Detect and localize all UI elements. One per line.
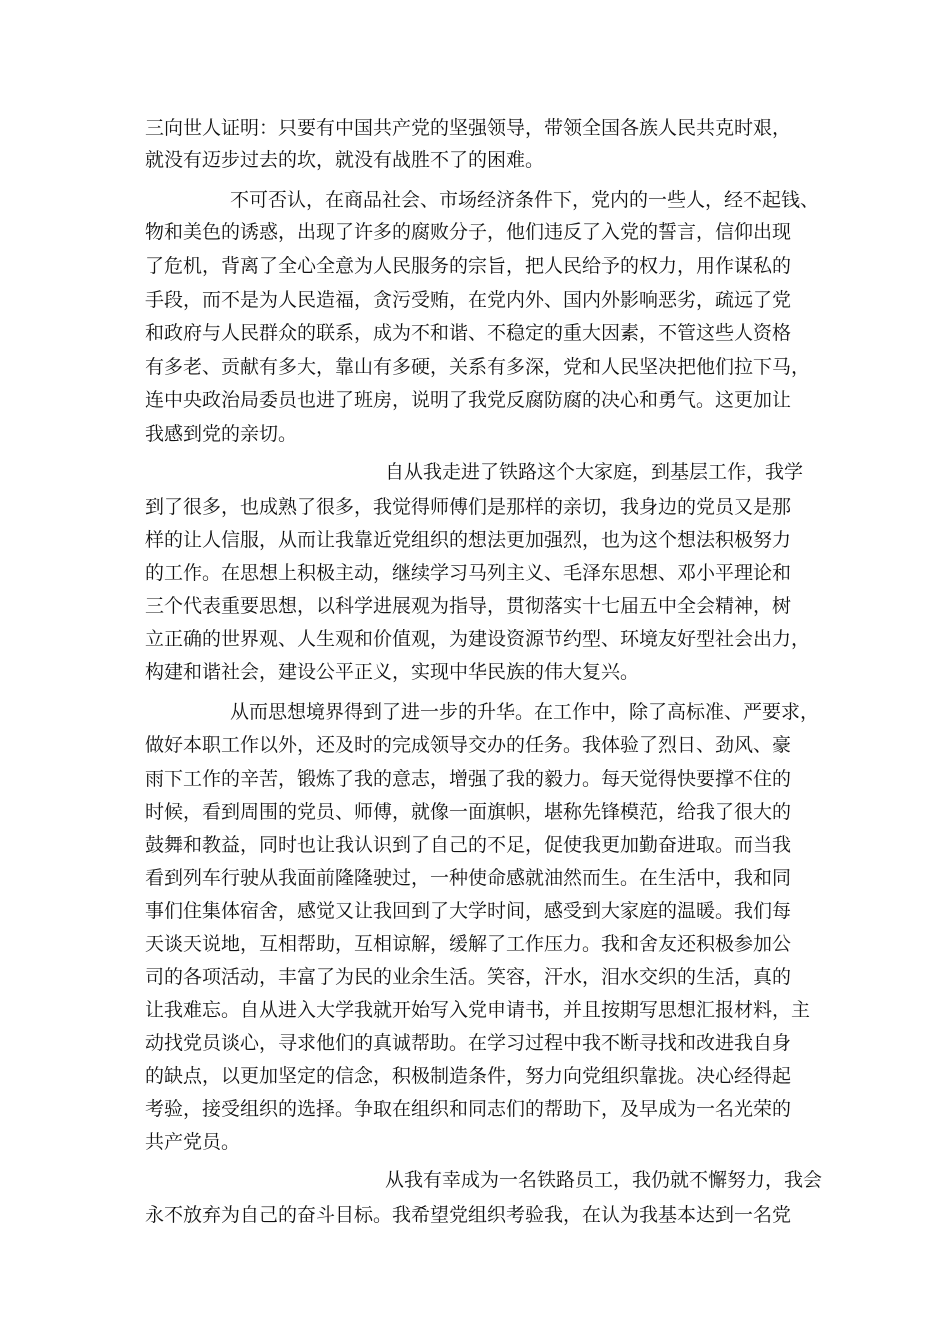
text-line-5: 了危机，背离了全心全意为人民服务的宗旨，把人民给予的权力，用作谋私的 [145,255,792,277]
text-line-1: 三向世人证明：只要有中国共产党的坚强领导，带领全国各族人民共克时艰， [145,117,792,139]
text-line-8: 有多老、贡献有多大，靠山有多硬，关系有多深，党和人民坚决把他们拉下马， [145,356,811,378]
text-line-15: 三个代表重要思想，以科学进展观为指导，贯彻落实十七届五中全会精神，树 [145,595,792,617]
text-line-3: 不可否认，在商品社会、市场经济条件下，党内的一些人，经不起钱、 [230,189,820,211]
text-line-9: 连中央政治局委员也进了班房，说明了我党反腐防腐的决心和勇气。这更加让 [145,389,792,411]
text-line-20: 雨下工作的辛苦，锻炼了我的意志，增强了我的毅力。每天觉得快要撑不住的 [145,768,792,790]
text-line-33: 永不放弃为自己的奋斗目标。我希望党组织考验我，在认为我基本达到一名党 [145,1204,792,1226]
text-line-24: 事们住集体宿舍，感觉又让我回到了大学时间，感受到大家庭的温暖。我们每 [145,900,792,922]
text-line-30: 考验，接受组织的选择。争取在组织和同志们的帮助下，及早成为一名光荣的 [145,1098,792,1120]
text-line-23: 看到列车行驶从我面前隆隆驶过，一种使命感就油然而生。在生活中，我和同 [145,867,792,889]
text-line-12: 到了很多，也成熟了很多，我觉得师傅们是那样的亲切，我身边的党员又是那 [145,496,792,518]
text-line-14: 的工作。在思想上积极主动，继续学习马列主义、毛泽东思想、邓小平理论和 [145,562,792,584]
text-line-26: 司的各项活动，丰富了为民的业余生活。笑容，汗水，泪水交织的生活，真的 [145,966,792,988]
text-line-2: 就没有迈步过去的坎，就没有战胜不了的困难。 [145,149,545,171]
text-line-10: 我感到党的亲切。 [145,423,298,445]
text-line-28: 动找党员谈心，寻求他们的真诚帮助。在学习过程中我不断寻找和改进我自身 [145,1032,792,1054]
text-line-19: 做好本职工作以外，还及时的完成领导交办的任务。我体验了烈日、劲风、豪 [145,734,792,756]
text-line-17: 构建和谐社会，建设公平正义，实现中华民族的伟大复兴。 [145,661,640,683]
text-line-4: 物和美色的诱惑，出现了许多的腐败分子，他们违反了入党的誓言，信仰出现 [145,221,792,243]
text-line-11: 自从我走进了铁路这个大家庭，到基层工作，我学 [385,461,804,483]
text-line-21: 时候，看到周围的党员、师傅，就像一面旗帜，堪称先锋模范，给我了很大的 [145,801,792,823]
text-line-31: 共产党员。 [145,1131,241,1153]
text-line-18: 从而思想境界得到了进一步的升华。在工作中，除了高标准、严要求， [230,701,820,723]
text-line-29: 的缺点，以更加坚定的信念，积极制造条件，努力向党组织靠拢。决心经得起 [145,1065,792,1087]
text-line-13: 样的让人信服，从而让我靠近党组织的想法更加强烈，也为这个想法积极努力 [145,529,792,551]
text-line-27: 让我难忘。自从进入大学我就开始写入党申请书，并且按期写思想汇报材料，主 [145,999,811,1021]
text-line-6: 手段，而不是为人民造福，贪污受贿，在党内外、国内外影响恶劣，疏远了党 [145,289,792,311]
text-line-16: 立正确的世界观、人生观和价值观，为建设资源节约型、环境友好型社会出力， [145,628,811,650]
text-line-22: 鼓舞和教益，同时也让我认识到了自己的不足，促使我更加勤奋进取。而当我 [145,834,792,856]
text-line-7: 和政府与人民群众的联系，成为不和谐、不稳定的重大因素，不管这些人资格 [145,322,792,344]
text-line-32: 从我有幸成为一名铁路员工，我仍就不懈努力，我会 [385,1169,823,1191]
text-line-25: 天谈天说地，互相帮助，互相谅解，缓解了工作压力。我和舍友还积极参加公 [145,933,792,955]
